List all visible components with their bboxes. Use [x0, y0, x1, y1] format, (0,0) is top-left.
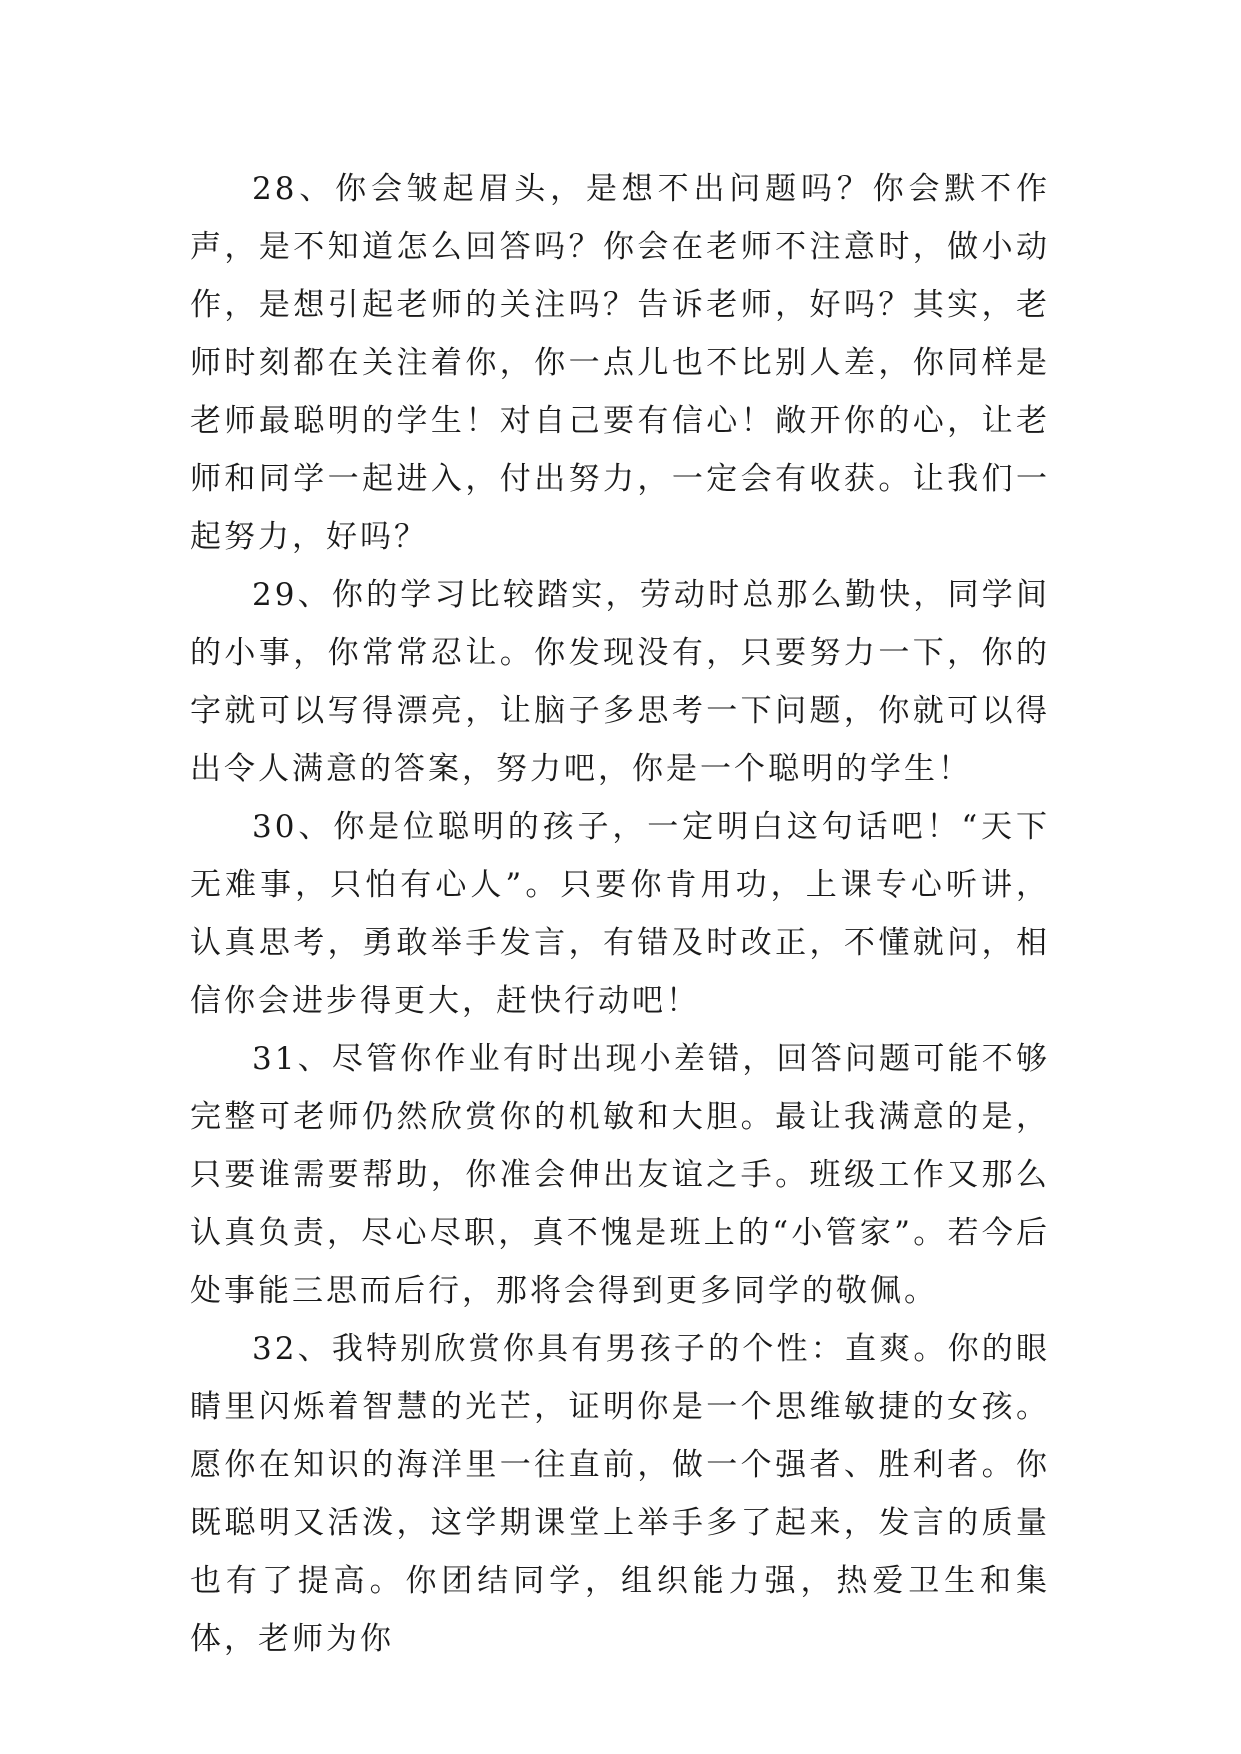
comment-paragraph-30: 30、你是位聪明的孩子，一定明白这句话吧！“天下无难事，只怕有心人”。只要你肯用功，上课专心听讲，认真思考，勇敢举手发言，有错及时改正，不懂就问，相信你会进步得更大，赶快行动吧！ — [190, 809, 1050, 1019]
comment-paragraph-29: 29、你的学习比较踏实，劳动时总那么勤快，同学间的小事，你常常忍让。你发现没有，只要努力一下，你的字就可以写得漂亮，让脑子多思考一下问题，你就可以得出令人满意的答案，努力吧，你是一个聪明的学生！ — [190, 577, 1050, 787]
comment-paragraph-32: 32、我特别欣赏你具有男孩子的个性：直爽。你的眼睛里闪烁着智慧的光芒，证明你是一个思维敏捷的女孩。愿你在知识的海洋里一往直前，做一个强者、胜利者。你既聪明又活泼，这学期课堂上举手多了起来，发言的质量也有了提高。你团结同学，组织能力强，热爱卫生和集体，老师为你 — [190, 1331, 1050, 1657]
comment-paragraph-28: 28、你会皱起眉头，是想不出问题吗？你会默不作声，是不知道怎么回答吗？你会在老师不注意时，做小动作，是想引起老师的关注吗？告诉老师，好吗？其实，老师时刻都在关注着你，你一点儿也不比别人差，你同样是老师最聪明的学生！对自己要有信心！敞开你的心，让老师和同学一起进入，付出努力，一定会有收获。让我们一起努力，好吗？ — [190, 171, 1050, 555]
document-body — [190, 160, 1050, 1668]
comment-paragraph-31: 31、尽管你作业有时出现小差错，回答问题可能不够完整可老师仍然欣赏你的机敏和大胆。最让我满意的是，只要谁需要帮助，你准会伸出友谊之手。班级工作又那么认真负责，尽心尽职，真不愧是班上的“小管家”。若今后处事能三思而后行，那将会得到更多同学的敬佩。 — [190, 1041, 1050, 1309]
